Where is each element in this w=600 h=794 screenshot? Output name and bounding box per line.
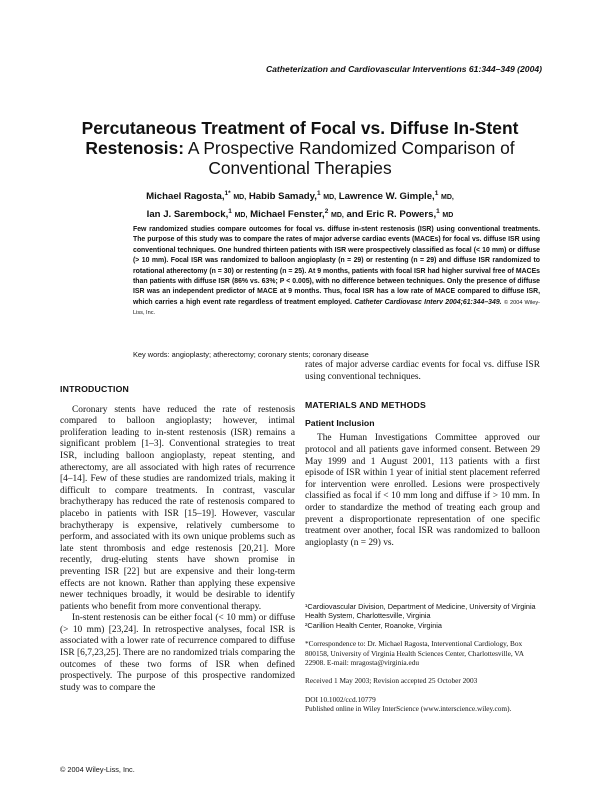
author: Michael Fenster,$^2$ MD, [250, 207, 344, 220]
paragraph: In-stent restenosis can be either focal (< 10 mm) or diffuse (> 10 mm) [23,24]. In retrospective analyses, focal ISR is associated with a lower rate of recurrence compared to diffuse ISR [6,7,23,25]. There are no randomized trials comparing the outcomes of these two forms of ISR when defined prospectively. The purpose of this prospective randomized study was to compare the [60, 613, 295, 693]
author: Michael Ragosta,$^{1*}$ MD, [146, 190, 247, 203]
received-date: Received 1 May 2003; Revision accepted 25 October 2003 [305, 676, 478, 686]
author-list [60, 187, 540, 222]
title-main: Percutaneous Treatment of Focal vs. Diffuse In-Stent Restenosis: [81, 118, 519, 158]
paragraph-continuation: rates of major adverse cardiac events for focal vs. diffuse ISR using conventional techniques. [305, 360, 540, 382]
article-title [40, 118, 560, 178]
published-online: Published online in Wiley InterScience (www.interscience.wiley.com). [305, 704, 512, 714]
paragraph: Coronary stents have reduced the rate of restenosis compared to balloon angioplasty; however, intimal proliferation leading to in-stent restenosis (ISR) remains a significant problem [1–3]. Conventional strategies to treat ISR, including balloon angioplasty, repeat stenting, and atherectomy, are all associated with high rates of recurrence [4–14]. Few of these studies are randomized trials, making it difficult to compare treatments. In contrast, vascular brachytherapy has reduced the rate of restenosis compared to placebo in patients with ISR [15–19]. However, vascular brachytherapy is expensive, relatively cumbersome to perform, and associated with its own unique problems such as late stent thrombosis and edge restenosis [20,21]. More recently, drug-eluting stents have shown promise in preventing ISR [22] but are expensive and their long-term effects are not known. Rather than applying these expensive newer techniques broadly, it would be desirable to identify patients who benefit from more conventional therapy. [60, 404, 295, 612]
keywords: Key words: angioplasty; atherectomy; coronary stents; coronary disease [133, 350, 369, 359]
abstract-body: Few randomized studies compare outcomes for focal vs. diffuse in-stent restenosis (ISR) using conventional treatments. The purpose of this study was to compare the rates of major adverse cardiac events (MACEs) for focal vs. diffuse ISR using conventional techniques. One hundred thirteen patients with ISR were prospectively classified as focal (< 10 mm) or diffuse (> 10 mm). Focal ISR was randomized to balloon angioplasty (n = 29) or restenting (n = 29) and diffuse ISR randomized to rotational atherectomy (n = 30) or restenting (n = 25). At 9 months, patients with focal ISR had higher survival free of MACEs than patients with diffuse ISR (86% vs. 63%; P < 0.005), with no difference between techniques. Only the presence of diffuse ISR was an independent predictor of MACE at 9 months. Thus, focal ISR has a low rate of MACE compared to diffuse ISR, which carries a high event rate regardless of treatment employed. [133, 226, 540, 306]
author: and Eric R. Powers,$^1$ MD [346, 207, 454, 220]
methods-heading: MATERIALS AND METHODS [305, 400, 426, 411]
affiliation-footnote: ¹Cardiovascular Division, Department of Medicine, University of Virginia Health System, Charlottesville, Virginia [305, 602, 536, 621]
running-head: Catheterization and Cardiovascular Interventions 61:344–349 (2004) [265, 64, 542, 74]
title-subtitle: A Prospective Randomized Comparison of Conventional Therapies [187, 138, 515, 178]
abstract [133, 225, 540, 319]
abstract-citation: Catheter Cardiovasc Interv 2004;61:344–349. [354, 298, 502, 306]
affiliation-footnote: ²Carillion Health Center, Roanoke, Virginia [305, 620, 442, 630]
correspondence-footnote: *Correspondence to: Dr. Michael Ragosta, Interventional Cardiology, Box 800158, University of Virginia Health Sciences Center, Charlottesville, VA 22908. E-mail: mragosta@virginia.edu [305, 639, 524, 668]
right-column [305, 360, 540, 549]
patient-inclusion-subheading: Patient Inclusion [305, 417, 375, 428]
left-column [60, 384, 295, 694]
page-footer-copyright: © 2004 Wiley-Liss, Inc. [60, 765, 135, 774]
footnotes [305, 602, 540, 714]
paragraph: The Human Investigations Committee approved our protocol and all patients gave informed consent. Between 29 May 1999 and 1 August 2001, 113 patients with a first episode of ISR within 1 year of initial stent placement referred for intervention were enrolled. Lesions were prospectively classified as focal if < 10 mm long and diffuse if > 10 mm. In order to standardize the method of treating each group and prevent a disproportionate representation of one specific treatment over another, focal ISR was randomized to balloon angioplasty (n = 29) vs. [305, 433, 540, 548]
abstract-copyright: © 2004 Wiley-Liss, Inc. [133, 299, 540, 317]
author: Lawrence W. Gimple,$^1$ MD, [338, 190, 454, 203]
author: Habib Samady,$^1$ MD, [248, 190, 337, 203]
doi: DOI 10.1002/ccd.10779 [305, 694, 376, 704]
introduction-heading: INTRODUCTION [60, 384, 129, 394]
author: Ian J. Sarembock,$^1$ MD, [146, 207, 248, 220]
